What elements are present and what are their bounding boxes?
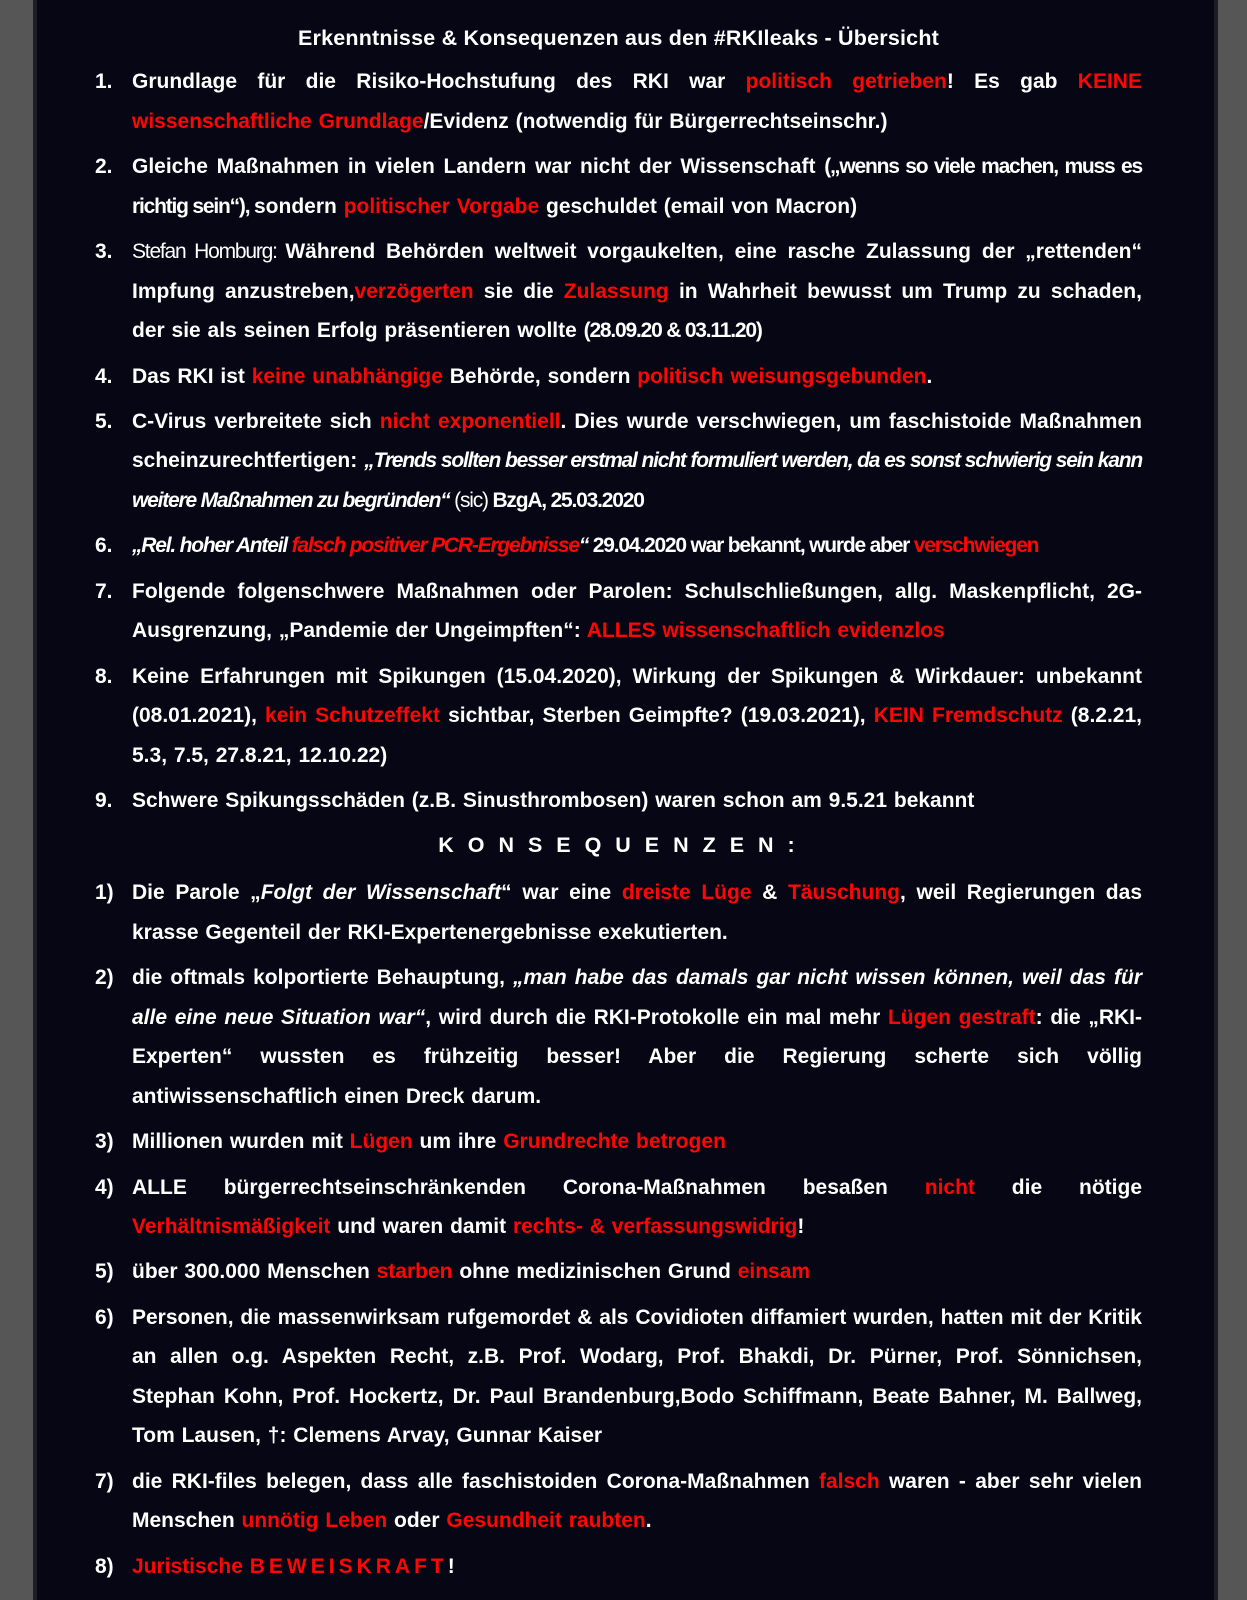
findings-list — [95, 62, 1149, 820]
text-run: C-Virus verbreitete sich — [132, 410, 380, 433]
left-gray-margin — [0, 0, 37, 1600]
text-run: Lügen — [349, 1130, 413, 1154]
text-run: falsch — [818, 1469, 880, 1493]
item-marker: 3) — [95, 1130, 114, 1154]
text-run: Täuschung — [787, 881, 900, 905]
text-run: KEIN Fremdschutz — [873, 704, 1063, 728]
text-run: starben — [376, 1260, 453, 1284]
right-gray-margin — [1214, 0, 1247, 1600]
text-run: die nötige — [974, 1175, 1149, 1199]
consequence-item — [95, 1547, 1142, 1586]
item-marker: 4. — [95, 364, 113, 388]
finding-item — [95, 232, 1149, 350]
text-run: in Wahrheit bewusst um Trump zu schaden, der sie als seinen Erfolg präsentieren wollte — [132, 279, 1149, 343]
text-run: & — [751, 881, 788, 905]
text-run: ALLES wissenschaftlich evidenzlos — [586, 619, 945, 643]
text-run: Grundrechte betrogen — [503, 1130, 726, 1154]
text-run: ! — [797, 1214, 805, 1238]
text-run: Personen, die massenwirksam rufgemordet & als Covidioten diffamiert wurden, hatten mit der Kritik an allen o.g. Aspekten Recht, z.B. Prof. Wodarg, Prof. Bhakdi, Dr. Pürner, Prof. Sönnichsen, Stephan Kohn, Prof. Hockertz, Dr. Paul Brandenburg,Bodo Schiffmann, Beate Bahner, M. Ballweg, Tom Lausen, †: Clemens Arvay, Gunnar Kaiser — [132, 1305, 1149, 1448]
text-run: (28.09.20 & 03.11.20) — [583, 319, 762, 343]
text-run: verzögerten — [354, 279, 474, 303]
text-run: Folgt der Wissenschaft — [260, 881, 502, 905]
text-run: die RKI-files belegen, dass alle faschistoiden Corona-Maßnahmen — [132, 1469, 819, 1493]
text-run: ALLE bürgerrechtseinschränkenden Corona-Maßnahmen besaßen — [132, 1175, 925, 1199]
text-run: politisch getrieben — [745, 70, 947, 94]
text-run: über 300.000 Menschen — [132, 1260, 377, 1284]
item-marker: 7) — [95, 1469, 114, 1493]
text-run: BEWEISKRAFT — [249, 1554, 448, 1578]
text-run: nicht — [924, 1175, 975, 1199]
text-run: falsch positiver PCR-Ergebnisse — [291, 534, 579, 558]
text-run: oder — [387, 1509, 447, 1533]
text-run: Gesundheit raubten — [446, 1509, 646, 1533]
text-run: BzgA, 25.03.2020 — [487, 488, 644, 512]
consequence-item — [95, 1252, 1142, 1291]
text-run: Lügen gestraft — [887, 1005, 1036, 1029]
item-marker: 1. — [95, 70, 113, 94]
item-marker: 6) — [95, 1305, 114, 1329]
text-run: . — [926, 364, 933, 388]
text-run: einsam — [737, 1260, 811, 1284]
text-run: sichtbar, Sterben Geimpfte? (19.03.2021), — [439, 704, 874, 728]
text-run: “ — [578, 534, 593, 558]
text-run: politischer Vorgabe — [343, 194, 540, 218]
finding-item — [95, 781, 1142, 820]
text-run: ohne medizinischen Grund — [452, 1260, 738, 1284]
item-marker: 5) — [95, 1260, 114, 1284]
text-run: Während Behörden weltweit vorgaukelten, eine rasche Zulassung der „rettenden“ Impfung anzustreben, — [132, 240, 1149, 303]
text-run: Folgende folgenschwere Maßnahmen oder Parolen: Schulschließungen, allg. Maskenpflicht, 2G-Ausgrenzung, „Pandemie der Ungeimpften“: — [132, 579, 1142, 643]
item-marker: 4) — [95, 1175, 114, 1199]
text-run: (8.2.21, 5.3, 7.5, 27.8.21, 12.10.22) — [132, 704, 1149, 767]
text-run: dreiste Lüge — [621, 881, 752, 905]
text-run: Verhältnismäßigkeit — [132, 1214, 331, 1238]
text-run: Behörde, sondern — [442, 364, 638, 388]
text-run: ! Es gab — [946, 70, 1078, 94]
consequence-item — [95, 1298, 1149, 1456]
consequence-item — [95, 1168, 1149, 1247]
item-marker: 5. — [95, 410, 113, 433]
text-run: sondern — [254, 194, 344, 218]
text-run: ! — [447, 1554, 455, 1578]
text-run: 29.04.2020 war bekannt, wurde aber — [592, 534, 914, 558]
finding-item — [95, 357, 1142, 396]
text-run: Millionen wurden mit — [132, 1130, 350, 1154]
konsequenzen-heading: K O N S E Q U E N Z E N : — [438, 832, 799, 857]
finding-item — [95, 572, 1142, 651]
text-run: Grundlage für die Risiko-Hochstufung des RKI war — [132, 70, 746, 94]
item-marker: 6. — [95, 534, 113, 558]
text-run: „man habe das damals gar nicht wissen können, weil das für alle eine neue Situation war“ — [132, 966, 1149, 1029]
text-run: . — [645, 1509, 652, 1533]
consequence-item — [95, 1462, 1149, 1541]
finding-item — [95, 526, 1142, 565]
text-run: Keine Erfahrungen mit Spikungen (15.04.2020), Wirkung der Spikungen & Wirkdauer: unbekannt (08.01.2021), — [132, 664, 1149, 728]
text-run: geschuldet (email von Macron) — [539, 194, 858, 218]
text-run: „Rel. hoher Anteil — [132, 534, 292, 558]
consequence-item — [95, 958, 1149, 1116]
text-run: rechts- & verfassungswidrig — [512, 1214, 798, 1238]
document-content — [37, 0, 1214, 1600]
text-run: , wird durch die RKI-Protokolle ein mal mehr — [425, 1005, 888, 1029]
text-run: kein Schutzeffekt — [265, 704, 440, 728]
text-run: (sic) — [449, 488, 488, 512]
finding-item — [95, 657, 1149, 775]
item-marker: 8. — [95, 664, 113, 688]
text-run: die oftmals kolportierte Behauptung, — [132, 966, 514, 990]
text-run: Die Parole „ — [132, 881, 261, 905]
text-run: , weil Regierungen das krasse Gegenteil der RKI-Expertenergebnisse exekutierten. — [132, 881, 1149, 944]
item-marker: 3. — [95, 240, 113, 264]
item-marker: 7. — [95, 579, 113, 603]
finding-item — [95, 62, 1149, 141]
item-marker: 9. — [95, 789, 113, 813]
page-title: Erkenntnisse & Konsequenzen aus den #RKIleaks - Übersicht — [297, 26, 940, 50]
item-marker: 8) — [95, 1554, 114, 1578]
text-run: verschwiegen — [913, 534, 1039, 558]
text-run: Stefan Homburg: — [132, 240, 286, 264]
item-marker: 2. — [95, 155, 113, 179]
text-run: um ihre — [412, 1130, 504, 1154]
consequences-list — [95, 873, 1149, 1586]
text-run: keine unabhängige — [251, 364, 443, 388]
text-run: waren - aber sehr vielen Menschen — [132, 1469, 1149, 1533]
text-run: Zulassung — [563, 279, 669, 303]
consequence-item — [95, 873, 1149, 952]
text-run: und waren damit — [330, 1214, 513, 1238]
text-run: unnötig Leben — [241, 1509, 388, 1533]
text-run: Schwere Spikungsschäden (z.B. Sinusthrombosen) waren schon am 9.5.21 bekannt — [132, 789, 975, 813]
text-run: . Dies wurde verschwiegen, um faschistoide Maßnahmen scheinzurechtfertigen: — [132, 410, 1149, 473]
finding-item — [95, 147, 1147, 226]
finding-item — [95, 402, 1149, 520]
text-run: „Trends sollten besser erstmal nicht formuliert werden, da es sonst schwierig sein kann weitere Maßnahmen zu begründen“ — [132, 449, 1147, 512]
text-run: Gleiche Maßnahmen in vielen Landern war nicht der Wissenschaft — [132, 155, 825, 179]
item-marker: 2) — [95, 966, 114, 990]
text-run: Das RKI ist — [132, 364, 252, 388]
text-run: : die „RKI-Experten“ wussten es frühzeitig besser! Aber die Regierung scherte sich völlig antiwissenschaftlich einen Dreck darum. — [132, 1005, 1149, 1108]
text-run: („wenns so viele machen, muss es richtig sein“), — [132, 155, 1147, 218]
text-run: nicht exponentiell — [379, 410, 561, 433]
consequence-item — [95, 1122, 1142, 1161]
text-run: politisch weisungsgebunden — [637, 364, 927, 388]
text-run: “ war eine — [501, 881, 622, 905]
text-run: /Evidenz (notwendig für Bürgerrechtseinschr.) — [423, 109, 888, 133]
text-run: Juristische — [132, 1554, 250, 1578]
item-marker: 1) — [95, 881, 114, 905]
text-run: KEINE wissenschaftliche Grundlage — [132, 70, 1149, 133]
text-run: sie die — [473, 279, 564, 303]
